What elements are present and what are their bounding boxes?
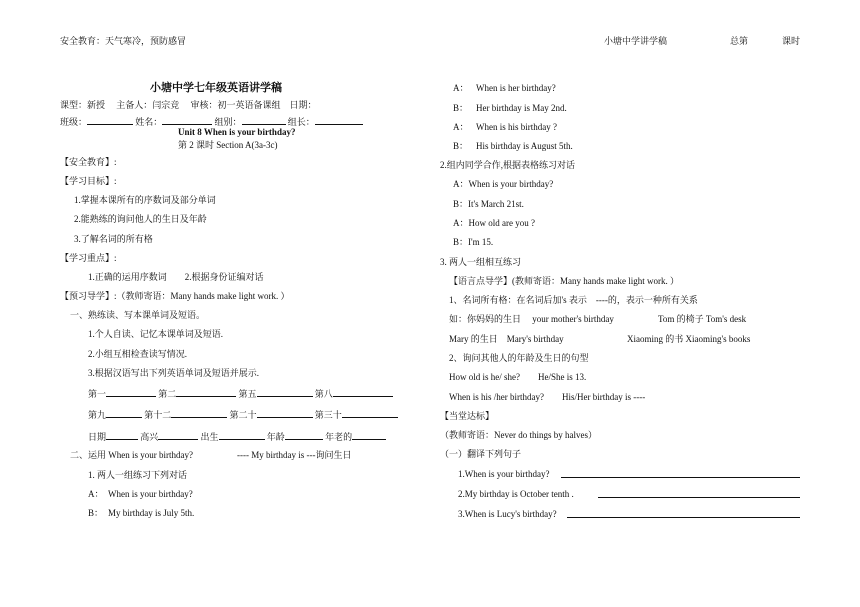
example-1b: Tom 的椅子 Tom's desk (658, 314, 747, 324)
ask-pattern-heading: 2、询问其他人的年龄及生日的句型 (449, 353, 589, 363)
example-1a: 如：你妈妈的生日 your mother's birthday (449, 314, 614, 324)
answer-line (561, 477, 800, 478)
vocab-blank (352, 431, 386, 440)
teacher-motto: （教师寄语：Never do things by halves） (440, 430, 597, 440)
dialog-text: Her birthday is May 2nd. (476, 103, 567, 113)
dialog-b-text: My birthday is July 5th. (108, 508, 195, 518)
page-title: 小塘中学七年级英语讲学稿 (150, 82, 282, 94)
key-points: 1.正确的运用序数词 2.根据身份证编对话 (88, 272, 264, 282)
vocab-blank (285, 431, 323, 440)
vocab-blank (106, 388, 156, 397)
group-dialog-line: A：How old are you ? (453, 218, 535, 228)
possessive-rule: 1、名词所有格：在名词后加's 表示 ----的，表示一种所有关系 (449, 295, 698, 305)
leader-blank (315, 116, 363, 125)
safety-heading: 【安全教育】: (60, 157, 117, 167)
class-blank (87, 116, 133, 125)
vocab-blank (257, 388, 313, 397)
group-dialog-line: A：When is your birthday? (453, 179, 554, 189)
dialog-tag: A： (453, 83, 469, 93)
dialog-tag: B： (453, 141, 469, 151)
header-total: 总第 (730, 36, 749, 46)
goal-3: 3.了解名词的所有格 (74, 234, 153, 244)
vocab-blank (176, 388, 236, 397)
section-one-item-3: 3.根据汉语写出下列英语单词及短语并展示. (88, 368, 260, 378)
dialog-tag: A： (453, 122, 469, 132)
vocab-row-3: 日期 高兴 出生 年龄 年老的 (88, 431, 386, 442)
dialog-a-tag: A： (88, 489, 104, 499)
dialog-a-text: When is your birthday? (108, 489, 193, 499)
key-points-heading: 【学习重点】: (60, 253, 117, 263)
section-one-item-2: 2.小组互相检查读写情况. (88, 349, 188, 359)
section-two: 二、运用 When is your birthday? (70, 450, 193, 460)
vocab-blank (171, 409, 227, 418)
vocab-row-1: 第一 第二 第五 第八 (88, 388, 393, 399)
group-task: 2.组内同学合作,根据表格练习对话 (440, 160, 576, 170)
pair-practice: 3. 两人一组相互练习 (440, 257, 522, 267)
group-dialog-line: B：I'm 15. (453, 237, 494, 247)
example-2b: Xiaoming 的书 Xiaoming's books (627, 334, 751, 344)
answer-line (598, 497, 800, 498)
header-period: 课时 (782, 36, 801, 46)
dialog-text: When is her birthday? (476, 83, 556, 93)
lesson-title: 第 2 课时 Section A(3a-3c) (178, 140, 278, 150)
goal-1: 1.掌握本课所有的序数词及部分单词 (74, 195, 216, 205)
vocab-blank (219, 431, 265, 440)
vocab-blank (342, 409, 398, 418)
header-safety-note: 安全教育：天气寒冷，预防感冒 (60, 36, 187, 46)
answer-line (567, 517, 800, 518)
dialog-b-tag: B： (88, 508, 104, 518)
unit-title: Unit 8 When is your birthday? (178, 127, 296, 137)
dialog-text: When is his birthday ? (476, 122, 557, 132)
vocab-blank (257, 409, 313, 418)
section-two-tail: ---- My birthday is ---询问生日 (237, 450, 352, 460)
preview-heading: 【预习导学】:（教师寄语：Many hands make light work. ） (60, 291, 290, 301)
vocab-blank (158, 431, 198, 440)
goal-2: 2.能熟练的询问他人的生日及年龄 (74, 214, 207, 224)
ask-pattern-2: When is his /her birthday? His/Her birthday is ---- (449, 392, 646, 402)
translate-item-1: 1.When is your birthday? (458, 469, 550, 479)
language-points-heading: 【语言点导学】(教师寄语：Many hands make light work. ） (449, 276, 679, 286)
header-school: 小塘中学讲学稿 (604, 36, 668, 46)
group-dialog-line: B：It's March 21st. (453, 199, 524, 209)
dialog-text: His birthday is August 5th. (476, 141, 573, 151)
section-one-item-1: 1.个人自读、记忆本课单词及短语. (88, 329, 224, 339)
lesson-info: 课型：新授 主备人：闫宗竞 审核：初一英语备课组 日期： (60, 100, 317, 110)
example-2a: Mary 的生日 Mary's birthday (449, 334, 564, 344)
vocab-row-2: 第九 第十二 第二十 第三十 (88, 409, 398, 420)
student-info: 班级： 姓名： 组别： 组长： (60, 116, 363, 127)
section-two-item-1: 1. 两人一组练习下列对话 (88, 470, 188, 480)
ask-pattern-1: How old is he/ she? He/She is 13. (449, 372, 587, 382)
vocab-blank (106, 409, 142, 418)
vocab-blank (106, 431, 138, 440)
translate-heading: （一）翻译下列句子 (440, 449, 522, 459)
group-blank (242, 116, 286, 125)
translate-item-3: 3.When is Lucy's birthday? (458, 509, 557, 519)
goals-heading: 【学习目标】: (60, 176, 117, 186)
vocab-blank (333, 388, 393, 397)
in-class-heading: 【当堂达标】 (440, 411, 495, 421)
dialog-tag: B： (453, 103, 469, 113)
section-one: 一、熟练读、写本课单词及短语。 (70, 310, 206, 320)
translate-item-2: 2.My birthday is October tenth . (458, 489, 574, 499)
name-blank (162, 116, 212, 125)
